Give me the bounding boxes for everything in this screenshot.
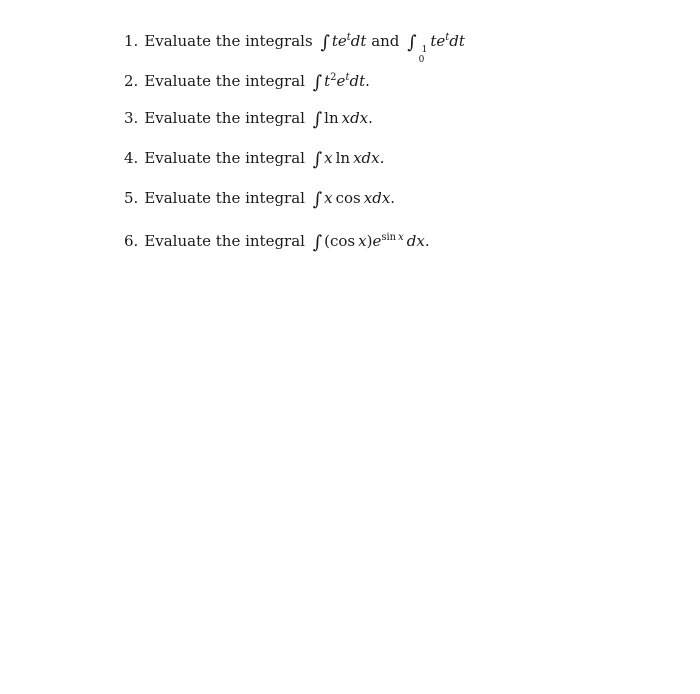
exponent-function: sin	[381, 232, 397, 243]
exponent	[381, 232, 403, 243]
integral-sign: ∫	[312, 189, 323, 210]
differential: dx	[406, 232, 425, 250]
problem-number: 4.	[124, 149, 139, 167]
function-name: ln	[335, 149, 351, 167]
period: .	[368, 109, 373, 127]
variable: x	[324, 149, 333, 167]
variable: x	[353, 149, 362, 167]
problem-list	[124, 26, 465, 266]
integral-sign: ∫	[312, 72, 323, 93]
exponent: t	[445, 32, 450, 43]
problem-5	[124, 186, 465, 226]
problem-number: 3.	[124, 109, 139, 127]
variable: x	[341, 109, 351, 127]
integrand-base: te	[430, 32, 446, 50]
problem-text: Evaluate the integral	[144, 189, 305, 207]
exponent-variable: x	[398, 232, 404, 243]
period: .	[379, 149, 385, 167]
integral-limits	[419, 45, 428, 65]
problem-number: 1.	[124, 32, 139, 50]
period: .	[390, 189, 396, 207]
differential: dt	[350, 32, 367, 50]
integral-sign: ∫	[312, 232, 323, 253]
problem-text: Evaluate the integral	[144, 109, 305, 127]
differential: dx	[372, 189, 391, 207]
period: .	[365, 72, 370, 90]
problem-1	[124, 26, 465, 66]
connector-text: and	[371, 32, 400, 50]
problem-text: Evaluate the integral	[144, 149, 305, 167]
problem-6	[124, 226, 465, 266]
problem-number: 2.	[124, 72, 139, 90]
integrand-base: te	[331, 32, 347, 50]
problem-text: Evaluate the integral	[144, 232, 305, 250]
variable: x	[363, 189, 373, 207]
differential: dt	[449, 32, 465, 50]
function-name: cos	[335, 189, 361, 207]
close-paren: )	[366, 232, 373, 250]
variable: x	[324, 189, 333, 207]
problem-text: Evaluate the integral	[144, 72, 305, 90]
integral-sign: ∫	[312, 109, 323, 130]
integrand-base: e	[372, 232, 382, 250]
lower-limit: 0	[418, 55, 425, 65]
integral-sign: ∫	[320, 32, 330, 53]
problem-4	[124, 146, 465, 186]
differential: dt	[349, 72, 366, 90]
differential: dx	[350, 109, 369, 127]
problem-text: Evaluate the integrals	[144, 32, 313, 50]
problem-2	[124, 66, 465, 106]
integrand-base: t	[324, 72, 331, 90]
exponent: t	[346, 32, 351, 43]
variable: x	[358, 232, 367, 250]
upper-limit: 1	[421, 45, 428, 55]
integral-sign: ∫	[407, 32, 417, 53]
problem-3	[124, 106, 465, 146]
differential: dx	[361, 149, 380, 167]
integral-sign: ∫	[312, 149, 323, 170]
problem-number: 6.	[124, 232, 139, 250]
integrand-base: e	[336, 72, 346, 90]
exponent: 2	[330, 72, 337, 83]
period: .	[424, 232, 430, 250]
exponent: t	[345, 72, 350, 83]
function-name: ln	[324, 109, 339, 127]
open-paren: (cos	[324, 232, 356, 250]
problem-number: 5.	[124, 189, 139, 207]
